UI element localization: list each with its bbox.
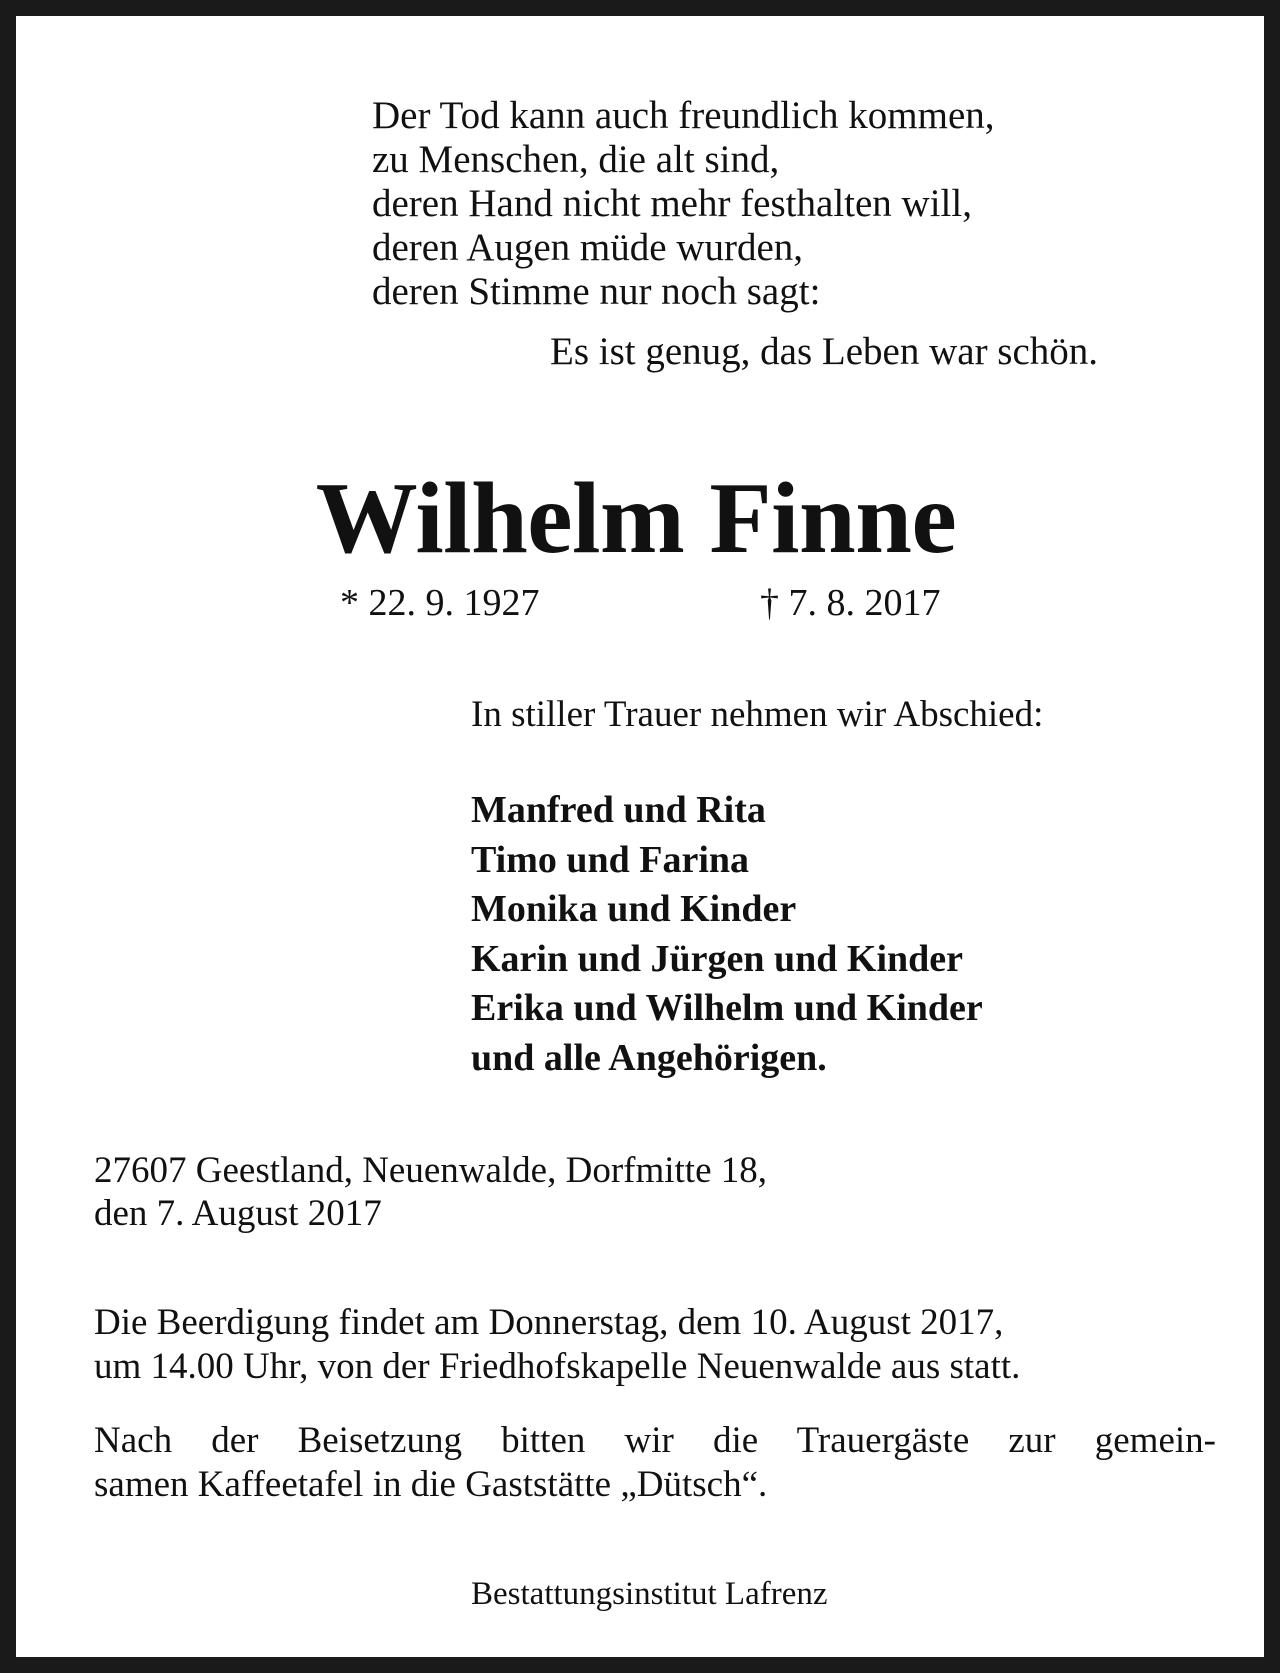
- death-date: † 7. 8. 2017: [760, 582, 941, 624]
- mourner-entry: Manfred und Rita: [471, 789, 766, 831]
- funeral-line: um 14.00 Uhr, von der Friedhofskapelle Neuenwalde aus statt.: [94, 1346, 1021, 1387]
- mourner-entry: und alle Angehörigen.: [471, 1036, 827, 1079]
- address-date-line: den 7. August 2017: [94, 1193, 382, 1234]
- mourner-entry: Timo und Farina: [471, 838, 750, 881]
- undertaker-name: Bestattungsinstitut Lafrenz: [471, 1576, 828, 1612]
- poem: [372, 94, 995, 314]
- mourners-list: [471, 786, 983, 1083]
- address-block: [94, 1149, 767, 1235]
- mourner-entry: Monika und Kinder: [471, 888, 797, 930]
- deceased-name: [16, 462, 1280, 575]
- mourner-entry: Karin und Jürgen und Kinder: [471, 937, 964, 980]
- poem-line: zu Menschen, die alt sind,: [372, 138, 780, 181]
- reception-notice: [94, 1419, 1216, 1507]
- address-line: 27607 Geestland, Neuenwalde, Dorfmitte 18,: [94, 1150, 768, 1191]
- funeral-notice: [94, 1301, 1214, 1389]
- funeral-line: Die Beerdigung findet am Donnerstag, dem 10. August 2017,: [94, 1302, 1004, 1343]
- birth-date: * 22. 9. 1927: [340, 582, 540, 624]
- mourner-entry: Erika und Wilhelm und Kinder: [471, 987, 983, 1029]
- poem-line: Der Tod kann auch freundlich kommen,: [372, 94, 995, 137]
- reception-line: Nach der Beisetzung bitten wir die Trauergäste zur gemein-: [94, 1420, 1216, 1461]
- poem-closing-line: Es ist genug, das Leben war schön.: [550, 330, 1099, 373]
- poem-line: deren Stimme nur noch sagt:: [372, 270, 821, 313]
- reception-line: samen Kaffeetafel in die Gaststätte „Dütsch“.: [94, 1464, 768, 1505]
- deceased-name-text: Wilhelm Finne: [315, 462, 957, 575]
- mourning-intro: In stiller Trauer nehmen wir Abschied:: [471, 694, 1044, 735]
- poem-line: deren Augen müde wurden,: [372, 226, 804, 269]
- poem-line: deren Hand nicht mehr festhalten will,: [372, 182, 972, 225]
